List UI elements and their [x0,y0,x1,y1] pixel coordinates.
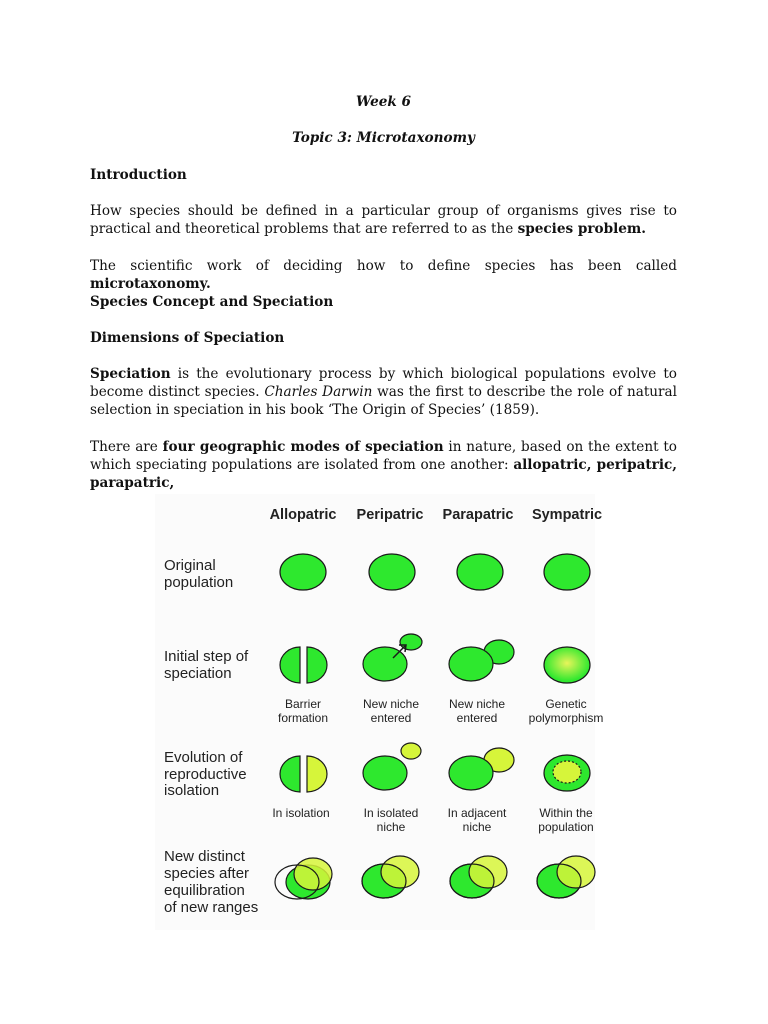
caption-barrier-2: formation [277,711,329,725]
row-label-evolution-1: Evolution of [164,749,243,766]
intro-p1-text: How species should be defined in a particular group of organisms gives rise to practical and theoretical problems that are referred to as the [90,203,677,237]
caption-new-niche-para-2: entered [456,711,498,725]
speciation-modes-figure [155,494,604,930]
speciation-paragraph [90,365,677,419]
intro-p2-text: The scientific work of deciding how to define species has been called [90,258,677,274]
allopatric-barrier-left [280,647,300,683]
column-header-allopatric: Allopatric [269,507,337,523]
intro-paragraph-2 [90,257,677,293]
caption-new-niche-para-1: New niche [448,697,506,711]
caption-within-population-1: Within the [539,806,593,820]
allopatric-barrier-right [307,647,327,683]
parapatric-species-b [469,856,507,888]
row-label-evolution-2: reproductive [164,766,247,783]
column-header-parapatric: Parapatric [442,507,514,523]
modes-bold-a: four geographic modes of speciation [162,439,444,455]
modes-text-b: in nature, based on the extent to which speciating populations are isolated from one another: [90,439,677,473]
caption-new-niche-peri-2: entered [370,711,412,725]
row-label-new-species-2: species after [164,865,250,882]
sympatric-inner-subpopulation [553,761,581,783]
caption-in-isolation: In isolation [272,806,330,820]
column-header-peripatric: Peripatric [356,507,424,523]
speciation-term: Speciation [90,366,171,382]
row-label-new-species-1: New distinct [164,848,245,865]
peripatric-original-population [369,554,415,590]
intro-p2-bold: microtaxonomy. [90,276,211,292]
sympatric-species-b [557,856,595,888]
peripatric-evolved-isolate [401,743,421,759]
parapatric-original-population [457,554,503,590]
peripatric-main-population [363,647,407,681]
topic-title: Topic 3: Microtaxonomy [292,130,475,146]
caption-adjacent-niche-2: niche [462,820,492,834]
modes-paragraph [90,438,677,492]
row-label-original-2: population [164,574,234,591]
parapatric-evolved-main [449,756,493,790]
intro-p1-bold: species problem. [517,221,647,237]
allopatric-isolated-left [280,756,300,792]
row-label-initial-1: Initial step of [164,648,249,665]
intro-heading: Introduction [90,167,187,183]
modes-text-a: There are [90,439,158,455]
caption-genetic-1: Genetic [545,697,587,711]
parapatric-main-population [449,647,493,681]
caption-genetic-2: polymorphism [528,711,604,725]
caption-within-population-2: population [538,820,594,834]
species-concept-heading: Species Concept and Speciation [90,294,334,310]
peripatric-species-b [381,856,419,888]
column-header-sympatric: Sympatric [531,507,603,523]
intro-paragraph-1 [90,202,677,238]
dimensions-heading: Dimensions of Speciation [90,330,285,346]
caption-isolated-niche-2: niche [376,820,406,834]
sympatric-polymorphism-population [544,647,590,683]
caption-new-niche-peri-1: New niche [362,697,420,711]
allopatric-original-population [280,554,326,590]
caption-adjacent-niche-1: In adjacent [447,806,507,820]
row-label-new-species-3: equilibration [164,882,245,899]
speciation-text-a: is the evolutionary process by which biological populations evolve to become distinct species. [90,366,677,400]
speciation-text-b: was the first to describe the role of natural selection in speciation in his book ‘The Origin of Species’ (1859). [90,384,677,418]
caption-barrier-1: Barrier [284,697,322,711]
darwin-name: Charles Darwin [264,384,373,400]
row-label-new-species-4: of new ranges [164,899,259,916]
allopatric-isolated-right [307,756,327,792]
sympatric-original-population [544,554,590,590]
row-label-evolution-3: isolation [164,782,220,799]
row-label-original-1: Original [164,557,216,574]
modes-bold-b: allopatric, peripatric, parapatric, [90,457,677,491]
row-label-initial-2: speciation [164,665,232,682]
allopatric-species-a-outline [275,865,319,899]
peripatric-evolved-main [363,756,407,790]
week-title: Week 6 [355,94,412,110]
caption-isolated-niche-1: In isolated [363,806,419,820]
